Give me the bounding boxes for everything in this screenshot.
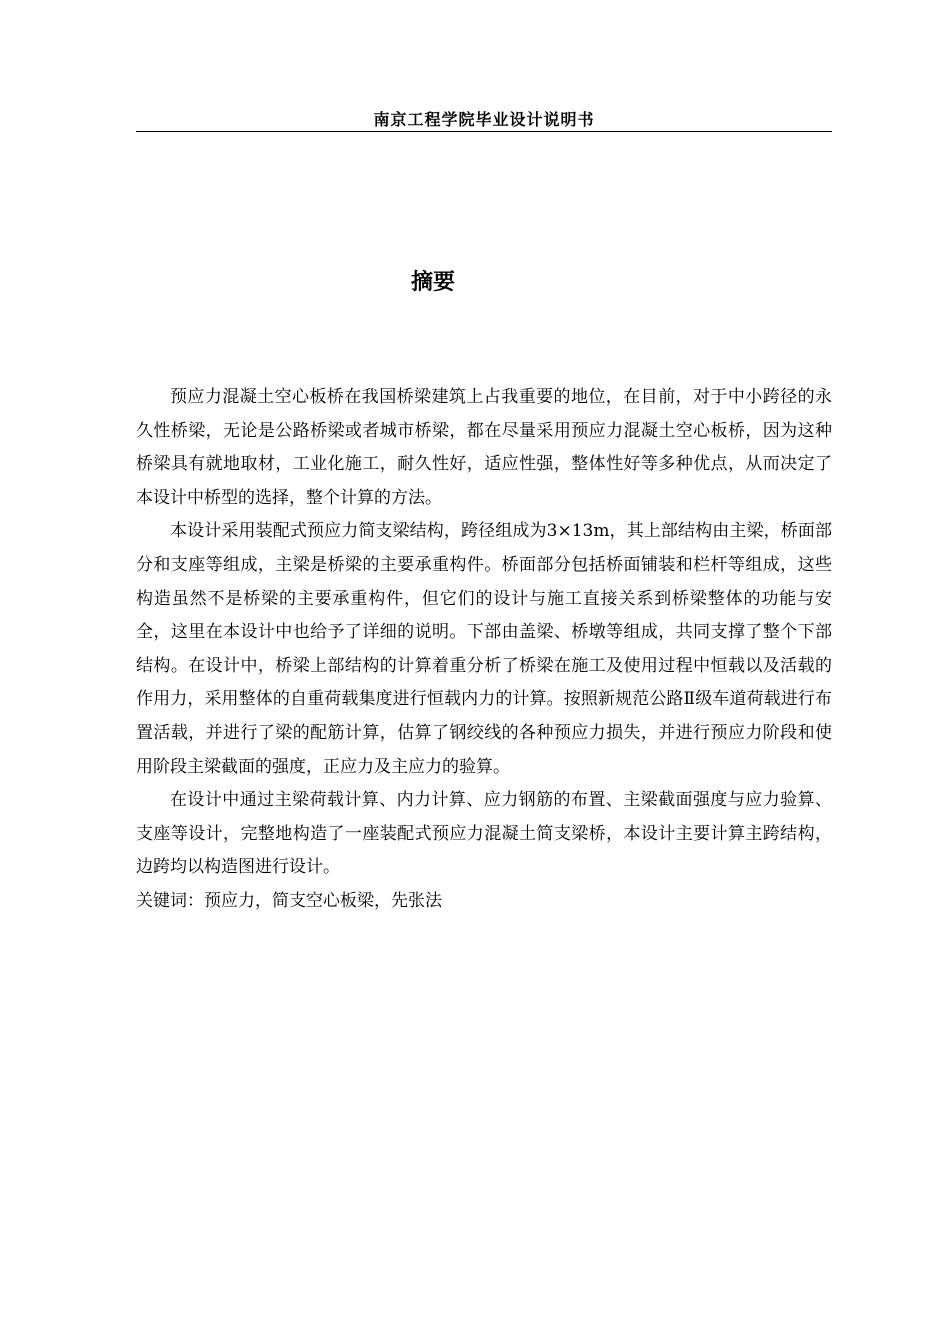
abstract-paragraph-1: 预应力混凝土空心板桥在我国桥梁建筑上占我重要的地位，在目前，对于中小跨径的永久性桥梁，无论是公路桥梁或者城市桥梁，都在尽量采用预应力混凝土空心板桥，因为这种桥梁具有就地取材，工业化施工，耐久性好，适应性强，整体性好等多种优点，从而决定了本设计中桥型的选择，整个计算的方法。 [136, 387, 832, 508]
abstract-title: 摘要 [410, 270, 455, 295]
abstract-body [136, 381, 832, 919]
header-divider [136, 131, 832, 132]
abstract-paragraph-2: 本设计采用装配式预应力简支梁结构，跨径组成为3×13m，其上部结构由主梁，桥面部分和支座等组成，主梁是桥梁的主要承重构件。桥面部分包括桥面铺装和栏杆等组成，这些构造虽然不是桥梁的主要承重构件，但它们的设计与施工直接关系到桥梁整体的功能与安全，这里在本设计中也给予了详细的说明。下部由盖梁、桥墩等组成，共同支撑了整个下部结构。在设计中，桥梁上部结构的计算着重分析了桥梁在施工及使用过程中恒载以及活载的作用力，采用整体的自重荷载集度进行恒载内力的计算。按照新规范公路Ⅱ级车道荷载进行布置活载，并进行了梁的配筋计算，估算了钢绞线的各种预应力损失，并进行预应力阶段和使用阶段主梁截面的强度，正应力及主应力的验算。 [136, 521, 832, 777]
abstract-paragraph-3: 在设计中通过主梁荷载计算、内力计算、应力钢筋的布置、主梁截面强度与应力验算、支座等设计，完整地构造了一座装配式预应力混凝土简支梁桥，本设计主要计算主跨结构，边跨均以构造图进行设计。 [136, 790, 832, 878]
page-header-title: 南京工程学院毕业设计说明书 [373, 110, 595, 129]
keywords-line: 关键词：预应力，简支空心板梁，先张法 [136, 890, 442, 911]
